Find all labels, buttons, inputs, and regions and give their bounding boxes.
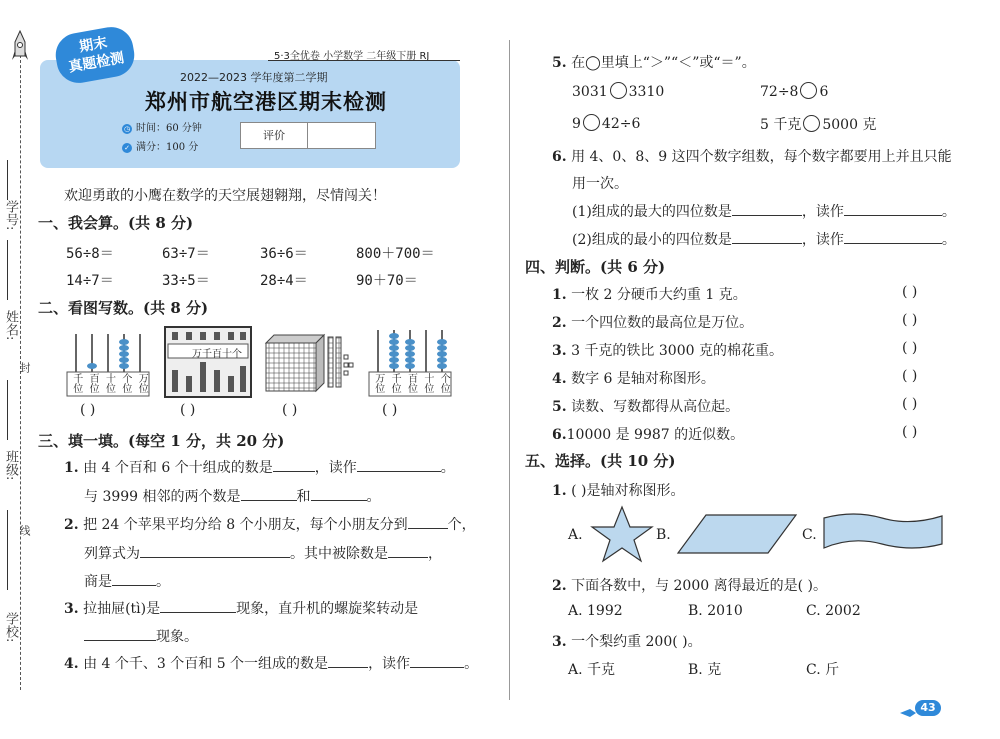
calc-item: 33÷5＝: [162, 273, 210, 289]
answer-blank[interactable]: ( ): [180, 402, 196, 418]
option-b-label: B.: [656, 527, 671, 543]
answer-blank[interactable]: [732, 229, 802, 244]
place-label: 百位: [87, 373, 99, 393]
section-1-heading: 一、我会算。(共 8 分): [38, 214, 194, 232]
time-info: ◷ 时间：60 分钟: [123, 123, 202, 134]
question-3-2b: 列算式为 。其中被除数是 ，: [84, 543, 442, 563]
place-label: 十位: [421, 373, 433, 393]
judge-answer[interactable]: ( ): [902, 368, 918, 384]
school-label: 学校:: [3, 612, 18, 643]
answer-blank[interactable]: [311, 486, 367, 501]
binding-line: [7, 240, 8, 300]
flag-shape[interactable]: [822, 510, 944, 552]
answer-blank[interactable]: [844, 201, 942, 216]
option-c-label: C.: [802, 527, 817, 543]
compare-item: 72÷8 6: [760, 84, 829, 100]
answer-blank[interactable]: ( ): [80, 402, 96, 418]
rocket-small-icon: [900, 703, 916, 713]
abacus-place-header: 万千百十个: [192, 349, 242, 360]
binding-line: [7, 380, 8, 440]
judge-answer[interactable]: ( ): [902, 284, 918, 300]
class-label: 班级:: [3, 450, 18, 481]
compare-item: 9 42÷6: [572, 116, 641, 132]
choice-option[interactable]: C. 斤: [806, 662, 840, 678]
section-4-heading: 四、判断。(共 6 分): [525, 258, 666, 276]
answer-blank[interactable]: ( ): [382, 402, 398, 418]
answer-blank[interactable]: ( ): [282, 402, 298, 418]
abacus-figure-4: [368, 324, 458, 398]
abacus-figure-2: [164, 326, 252, 398]
answer-blank[interactable]: [112, 571, 156, 586]
evaluation-box[interactable]: [240, 122, 376, 149]
binding-line: [7, 510, 8, 590]
page-number: 43: [915, 700, 941, 716]
question-3-3b: 现象。: [84, 626, 198, 646]
judge-item: 6.10000 是 9987 的近似数。: [552, 427, 745, 443]
seal-label: 封: [18, 362, 31, 373]
place-label: 万位: [136, 373, 148, 393]
option-a-label: A.: [568, 527, 583, 543]
choice-question-2: 2. 下面各数中，与 2000 离得最近的是( )。: [552, 578, 827, 594]
judge-answer[interactable]: ( ): [902, 312, 918, 328]
compare-circle[interactable]: [803, 115, 820, 132]
place-label: 个位: [438, 373, 450, 393]
question-3-6-1: (1)组成的最大的四位数是 ，读作 。: [572, 201, 956, 221]
score-info: ✓ 满分：100 分: [122, 138, 198, 153]
judge-answer[interactable]: ( ): [902, 424, 918, 440]
compare-circle[interactable]: [583, 114, 600, 131]
compare-circle[interactable]: [800, 82, 817, 99]
answer-blank[interactable]: [388, 543, 428, 558]
place-label: 千位: [70, 373, 82, 393]
page-title: 郑州市航空港区期末检测: [145, 90, 387, 114]
parallelogram-shape[interactable]: [676, 513, 798, 555]
question-3-2: 2. 把 24 个苹果平均分给 8 个小朋友，每个小朋友分到 个，: [64, 514, 476, 534]
calc-item: 90＋70＝: [356, 273, 418, 289]
term-label: 2022—2023 学年度第二学期: [180, 71, 328, 84]
answer-blank[interactable]: [160, 598, 236, 613]
divider: [268, 60, 460, 61]
student-id-label: 学号:: [3, 200, 18, 231]
place-label: 个位: [119, 373, 131, 393]
question-3-6b: 用一次。: [572, 176, 628, 192]
rocket-icon: [12, 30, 28, 64]
section-2-heading: 二、看图写数。(共 8 分): [38, 299, 209, 317]
question-3-3: 3. 拉抽屉(tì)是 现象，直升机的螺旋桨转动是: [64, 598, 418, 618]
place-label: 千位: [389, 373, 401, 393]
calc-item: 14÷7＝: [66, 273, 114, 289]
calc-item: 63÷7＝: [162, 246, 210, 262]
choice-option[interactable]: B. 2010: [688, 603, 743, 619]
star-shape[interactable]: [590, 505, 654, 563]
choice-option[interactable]: C. 2002: [806, 603, 861, 619]
compare-item: 5 千克 5000 克: [760, 117, 877, 133]
calc-item: 56÷8＝: [66, 246, 114, 262]
judge-item: 5. 读数、写数都得从高位起。: [552, 399, 740, 415]
exam-badge: 期末 真题检测: [52, 24, 137, 87]
question-3-1: 1. 由 4 个百和 6 个十组成的数是 ，读作 。: [64, 457, 455, 477]
question-3-6: 6. 用 4、0、8、9 这四个数字组数，每个数字都要用上并且只能: [552, 149, 952, 165]
question-3-2c: 商是 。: [84, 571, 170, 591]
answer-blank[interactable]: [84, 626, 156, 641]
line-label: 线: [18, 525, 31, 536]
abacus-figure-1: [66, 324, 156, 398]
answer-blank[interactable]: [140, 543, 290, 558]
name-label: 姓名:: [3, 310, 18, 341]
compare-item: 3031 3310: [572, 84, 665, 100]
answer-blank[interactable]: [328, 653, 368, 668]
choice-option[interactable]: B. 克: [688, 662, 722, 678]
column-divider: [509, 40, 510, 700]
judge-item: 1. 一枚 2 分硬币大约重 1 克。: [552, 287, 747, 303]
question-3-1b: 与 3999 相邻的两个数是 和 。: [84, 486, 381, 506]
judge-item: 3. 3 千克的铁比 3000 克的棉花重。: [552, 343, 783, 359]
judge-answer[interactable]: ( ): [902, 396, 918, 412]
book-info: 5·3全优卷 小学数学 二年级下册 RJ: [274, 51, 430, 62]
question-3-4: 4. 由 4 个千、3 个百和 5 个一组成的数是 ，读作 。: [64, 653, 478, 673]
question-3-6-2: (2)组成的最小的四位数是 ，读作 。: [572, 229, 956, 249]
judge-item: 4. 数字 6 是轴对称图形。: [552, 371, 715, 387]
place-label: 十位: [103, 373, 115, 393]
answer-blank[interactable]: [357, 457, 441, 472]
question-3-5: 5. 在◯里填上“＞”“＜”或“＝”。: [552, 55, 756, 71]
choice-option[interactable]: A. 1992: [568, 603, 623, 619]
place-label: 万位: [372, 373, 384, 393]
choice-question-3: 3. 一个梨约重 200( )。: [552, 634, 702, 650]
compare-circle[interactable]: [610, 82, 627, 99]
judge-answer[interactable]: ( ): [902, 340, 918, 356]
answer-blank[interactable]: [273, 457, 315, 472]
section-3-heading: 三、填一填。(每空 1 分，共 20 分): [38, 432, 285, 450]
cube-blocks-figure: [264, 333, 354, 393]
answer-blank[interactable]: [732, 201, 802, 216]
place-label: 百位: [405, 373, 417, 393]
clock-icon: ◷: [123, 124, 131, 133]
intro-text: 欢迎勇敢的小鹰在数学的天空展翅翱翔，尽情闯关！: [64, 188, 386, 204]
judge-item: 2. 一个四位数的最高位是万位。: [552, 315, 754, 331]
answer-blank[interactable]: [241, 486, 297, 501]
calc-item: 36÷6＝: [260, 246, 308, 262]
section-5-heading: 五、选择。(共 10 分): [525, 452, 676, 470]
answer-blank[interactable]: [410, 653, 464, 668]
choice-question-1: 1. ( )是轴对称图形。: [552, 483, 685, 499]
answer-blank[interactable]: [408, 514, 448, 529]
check-icon: ✓: [122, 143, 132, 153]
binding-line: [7, 160, 8, 200]
calc-item: 28÷4＝: [260, 273, 308, 289]
calc-item: 800＋700＝: [356, 246, 435, 262]
answer-blank[interactable]: [844, 229, 942, 244]
choice-option[interactable]: A. 千克: [568, 662, 616, 678]
evaluation-label: 评价: [241, 123, 308, 148]
